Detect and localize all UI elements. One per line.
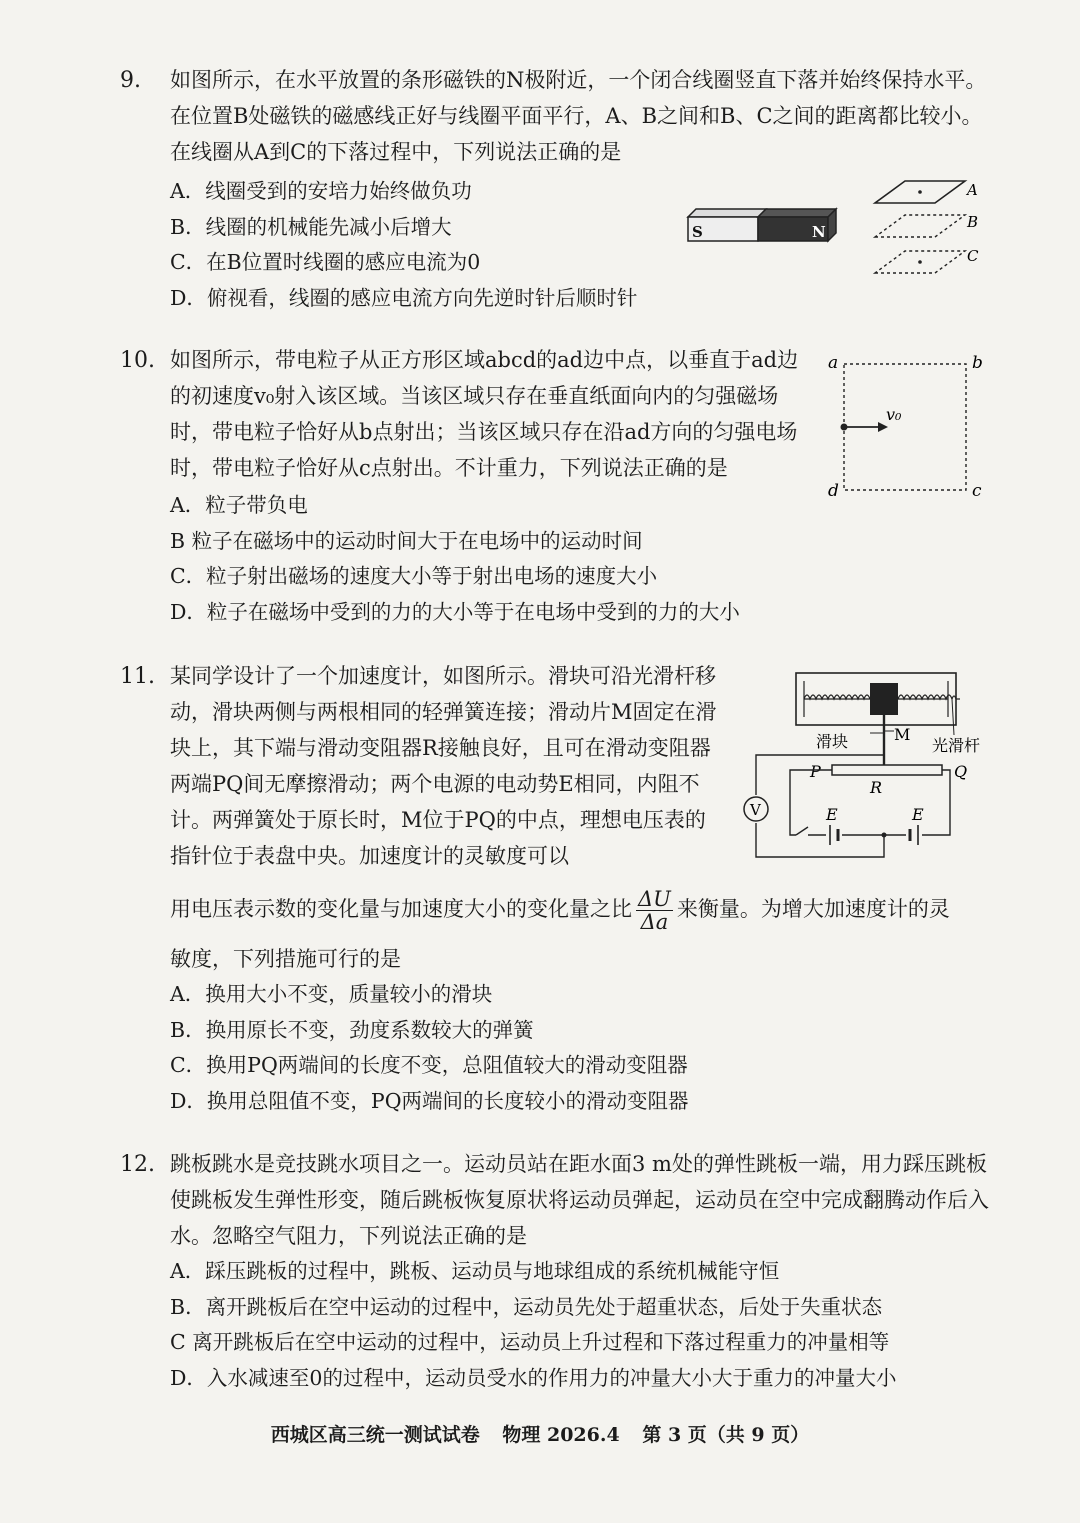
question-stem-line3: 敏度，下列措施可行的是 — [170, 947, 401, 971]
option-b: B 粒子在磁场中的运动时间大于在电场中的运动时间 — [170, 528, 643, 553]
question-number: 10. — [120, 348, 155, 373]
bar-magnet — [688, 209, 836, 241]
label-e1: E — [826, 805, 838, 824]
fraction-numerator: ΔU — [638, 887, 671, 911]
label-a: A — [967, 181, 978, 199]
coil-position-b — [875, 215, 965, 237]
question-stem: 如图所示，带电粒子从正方形区域abcd的ad边中点，以垂直于ad边的初速度v₀射入该区域。当该区域只存在垂直纸面向内的匀强磁场时，带电粒子恰好从b点射出；当该区域只存在沿ad方向的匀强电场时，带电粒子恰好从c点射出。不计重力，下列说法正确的是 — [170, 348, 799, 480]
stem-text: 来衡量。为增大加速度计的灵 — [676, 897, 950, 921]
sensitivity-fraction — [636, 888, 673, 933]
page-number: 第 3 页（共 9 页） — [642, 1424, 810, 1446]
label-p: P — [810, 762, 821, 781]
question-stem: 某同学设计了一个加速度计，如图所示。滑块可沿光滑杆移动，滑块两侧与两根相同的轻弹簧连接；滑动片M固定在滑块上，其下端与滑动变阻器R接触良好，且可在滑动变阻器两端PQ间无摩擦滑动；两个电源的电动势E相同，内阻不计。两弹簧处于原长时，M位于PQ的中点，理想电压表的指针位于表盘中央。加速度计的灵敏度可以 — [170, 664, 717, 868]
option-d: D．入水减速至0的过程中，运动员受水的作用力的冲量大小大于重力的冲量大小 — [170, 1365, 897, 1390]
corner-c: c — [972, 481, 982, 501]
label-e2: E — [912, 805, 924, 824]
label-q: Q — [954, 762, 968, 781]
option-a: A．踩压跳板的过程中，跳板、运动员与地球组成的系统机械能守恒 — [170, 1259, 780, 1283]
option-c: C 离开跳板后在空中运动的过程中，运动员上升过程和下落过程重力的冲量相等 — [170, 1330, 890, 1354]
option-b: B．换用原长不变，劲度系数较大的弹簧 — [170, 1017, 534, 1042]
fraction-denominator: Δa — [640, 910, 669, 934]
option-d: D．粒子在磁场中受到的力的大小等于在电场中受到的力的大小 — [170, 599, 740, 624]
option-c: C．在B位置时线圈的感应电流为0 — [170, 250, 481, 274]
question-stem: 跳板跳水是竞技跳水项目之一。运动员站在距水面3 m处的弹性跳板一端，用力踩压跳板使跳板发生弹性形变，随后跳板恢复原状将运动员弹起，运动员在空中完成翻腾动作后入水。忽略空气阻力，下列说法正确的是 — [170, 1152, 989, 1248]
label-c: C — [967, 247, 979, 265]
question-stem: 如图所示，在水平放置的条形磁铁的N极附近，一个闭合线圈竖直下落并始终保持水平。在位置B处磁铁的磁感线正好与线圈平面平行，A、B之间和B、C之间的距离都比较小。在线圈从A到C的下落过程中，下列说法正确的是 — [170, 68, 987, 164]
option-c: C．粒子射出磁场的速度大小等于射出电场的速度大小 — [170, 564, 658, 588]
option-d: D．俯视看，线圈的感应电流方向先逆时针后顺时针 — [170, 285, 638, 310]
page-footer — [0, 1420, 1080, 1447]
exam-title: 西城区高三统一测试试卷 — [270, 1424, 480, 1446]
question-number: 12. — [120, 1152, 155, 1177]
option-a: A．粒子带负电 — [170, 493, 308, 517]
question-12 — [120, 1146, 1000, 1396]
square-field-figure — [822, 350, 992, 500]
option-d: D．换用总阻值不变，PQ两端间的长度较小的滑动变阻器 — [170, 1088, 689, 1113]
label-r: R — [870, 778, 883, 797]
voltmeter-label: V — [750, 801, 761, 819]
accelerometer-circuit-figure — [740, 665, 1000, 865]
corner-a: a — [828, 353, 839, 373]
s-pole-label: S — [692, 223, 703, 241]
corner-b: b — [972, 353, 983, 373]
velocity-label: v₀ — [886, 405, 902, 424]
question-number: 11. — [120, 664, 155, 689]
magnet-coil-figure — [680, 175, 1000, 285]
question-stem-line2 — [170, 888, 1000, 933]
slider-block — [870, 683, 898, 715]
option-b: B．线圈的机械能先减小后增大 — [170, 214, 452, 239]
option-a: A．换用大小不变，质量较小的滑块 — [170, 982, 493, 1006]
label-rod: 光滑杆 — [932, 736, 981, 755]
option-a: A．线圈受到的安培力始终做负功 — [170, 179, 472, 203]
label-b: B — [967, 213, 979, 231]
label-slider: 滑块 — [816, 732, 849, 751]
stem-text: 用电压表示数的变化量与加速度大小的变化量之比 — [170, 897, 632, 921]
exam-subject: 物理 2026.4 — [502, 1424, 620, 1446]
label-m: M — [894, 725, 911, 744]
option-b: B．离开跳板后在空中运动的过程中，运动员先处于超重状态，后处于失重状态 — [170, 1294, 883, 1319]
rheostat — [832, 765, 942, 775]
question-number: 9. — [120, 68, 141, 93]
n-pole-label: N — [812, 223, 826, 241]
option-c: C．换用PQ两端间的长度不变，总阻值较大的滑动变阻器 — [170, 1053, 688, 1077]
corner-d: d — [828, 481, 839, 501]
